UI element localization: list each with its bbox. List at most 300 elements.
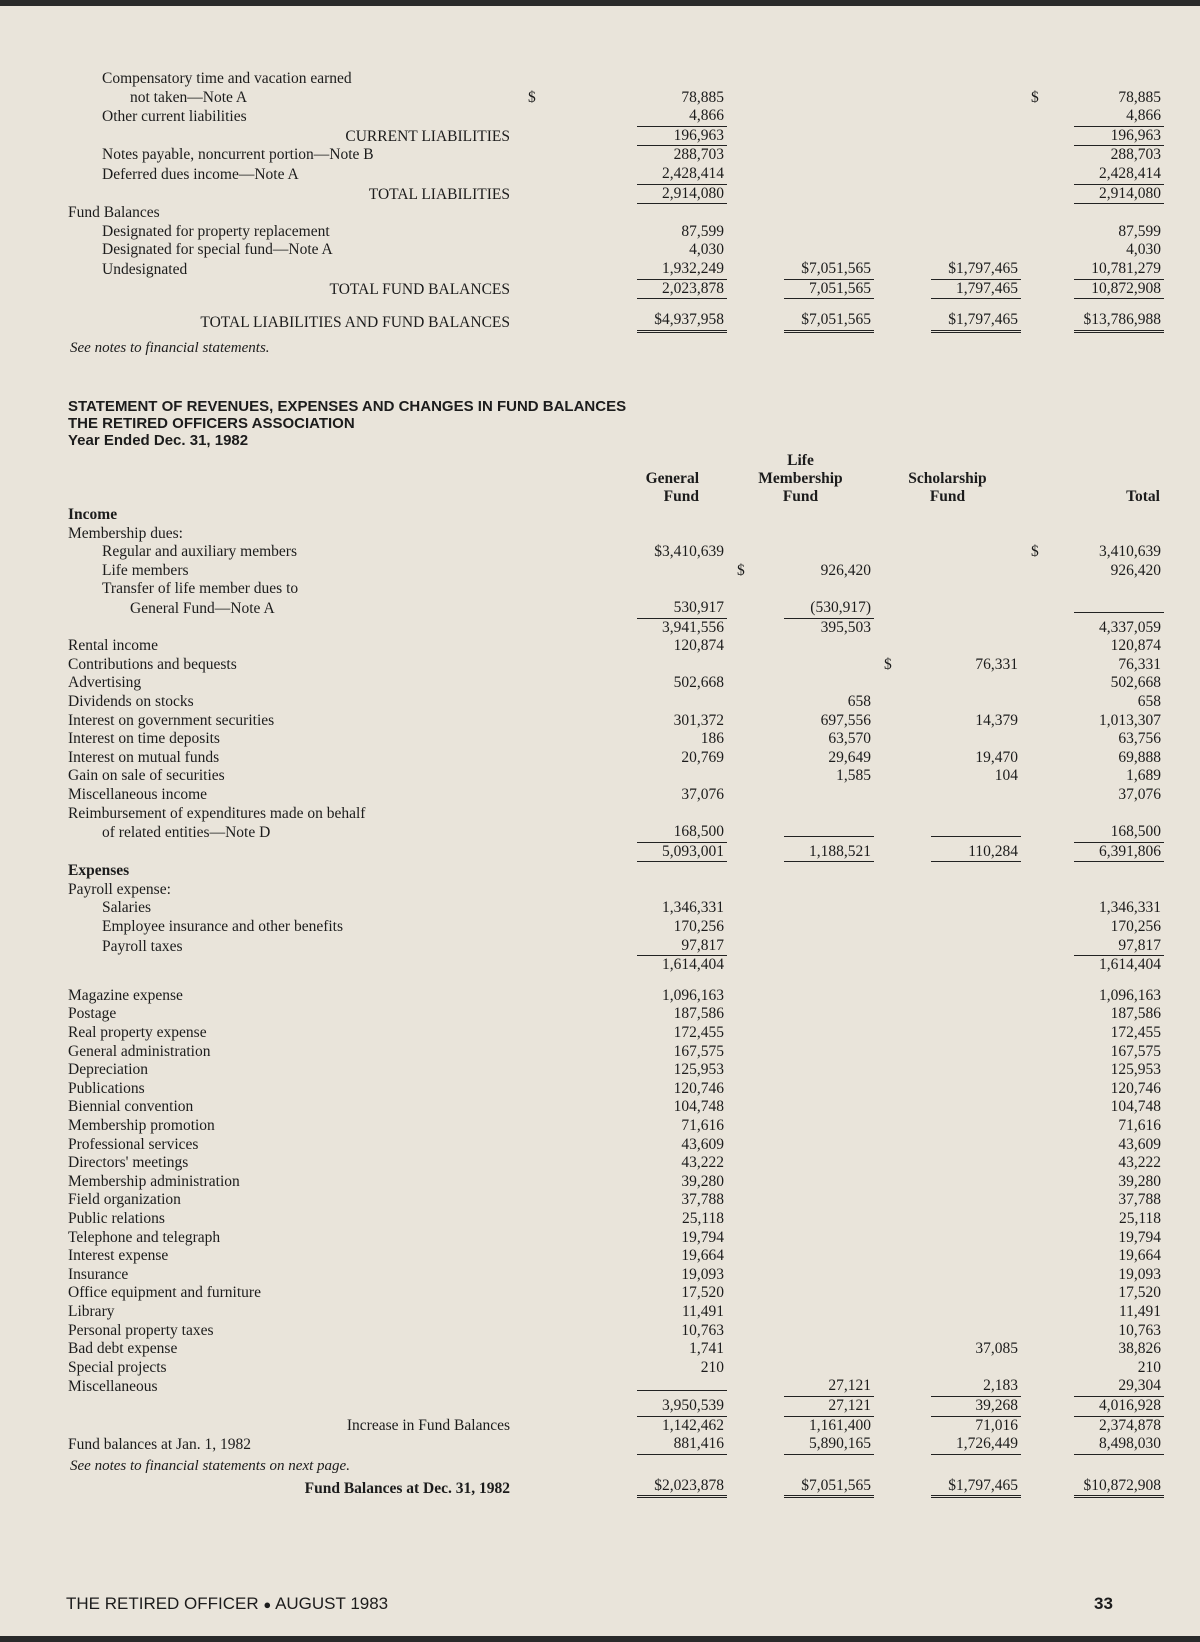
cell-value: $3,410,639 — [654, 543, 724, 561]
cell-scholarship-fund — [874, 805, 1021, 824]
spacer-row — [68, 299, 1164, 311]
cell-value: 71,016 — [975, 1416, 1018, 1434]
cell-life-membership-fund — [727, 280, 874, 300]
cell-value: 1,013,307 — [1099, 711, 1161, 729]
cell-general-fund — [518, 241, 727, 260]
cell-value: 63,570 — [828, 730, 871, 748]
table-row — [68, 185, 1164, 205]
cell-value: 1,614,404 — [1099, 956, 1161, 974]
cell-life-membership-fund — [727, 899, 874, 918]
cell-general-fund — [518, 712, 727, 731]
cell-scholarship-fund — [874, 1005, 1021, 1024]
cell-value: 170,256 — [1110, 918, 1161, 936]
cell-total — [1021, 937, 1164, 957]
cell-scholarship-fund — [874, 1210, 1021, 1229]
cell-general-fund — [518, 1117, 727, 1136]
cell-value: 43,222 — [681, 1154, 724, 1172]
cell-life-membership-fund — [727, 1080, 874, 1099]
cell-scholarship-fund — [874, 1061, 1021, 1080]
row-label: Payroll expense: — [68, 880, 171, 898]
cell-life-membership-fund — [727, 260, 874, 280]
cell-general-fund — [518, 1266, 727, 1285]
cell-life-membership-fund — [727, 1266, 874, 1285]
cell-value: 6,391,806 — [1074, 843, 1164, 863]
table-row — [68, 1266, 1164, 1285]
cell-total — [1021, 1247, 1164, 1266]
cell-general-fund — [518, 580, 727, 599]
cell-general-fund — [518, 127, 727, 147]
cell-scholarship-fund — [874, 1340, 1021, 1359]
cell-general-fund — [518, 1080, 727, 1099]
row-label: Depreciation — [68, 1061, 149, 1079]
cell-total — [1021, 1359, 1164, 1378]
row-label: Telephone and telegraph — [68, 1228, 221, 1246]
row-label: Transfer of life member dues to — [102, 580, 299, 598]
table-row — [68, 223, 1164, 242]
cell-total — [1021, 506, 1164, 525]
cell-value: $7,051,565 — [784, 1477, 874, 1499]
table-row — [68, 674, 1164, 693]
section-heading-row — [68, 862, 1164, 881]
cell-life-membership-fund — [727, 1247, 874, 1266]
row-label: Postage — [68, 1005, 117, 1023]
cell-value: 1,346,331 — [662, 899, 724, 917]
row-label: Regular and auxiliary members — [102, 543, 297, 561]
table-row — [68, 767, 1164, 786]
cell-value: 658 — [1137, 692, 1161, 710]
cell-general-fund — [518, 1005, 727, 1024]
cell-total — [1021, 223, 1164, 242]
row-label: Fund Balances — [68, 204, 160, 222]
cell-total — [1021, 637, 1164, 656]
table-row — [68, 956, 1164, 975]
cell-value: 4,337,059 — [1099, 618, 1161, 636]
row-label — [68, 956, 518, 975]
cell-scholarship-fund — [874, 1136, 1021, 1155]
cell-general-fund — [518, 693, 727, 712]
cell-total — [1021, 311, 1164, 333]
cell-value: $7,051,565 — [784, 311, 874, 333]
table-row — [68, 1247, 1164, 1266]
cell-total — [1021, 165, 1164, 185]
cell-value: 69,888 — [1118, 748, 1161, 766]
cell-value: 120,874 — [1110, 637, 1161, 655]
row-label: Fund balances at Jan. 1, 1982 — [68, 1436, 251, 1454]
cell-general-fund — [518, 1417, 727, 1436]
row-label: Special projects — [68, 1358, 167, 1376]
cell-total — [1021, 1043, 1164, 1062]
cell-value: $4,937,958 — [637, 311, 727, 333]
cell-value: 7,051,565 — [784, 280, 874, 300]
table-row — [68, 1043, 1164, 1062]
cell-value: 167,575 — [1110, 1042, 1161, 1060]
cell-total — [1021, 185, 1164, 205]
table-row — [68, 656, 1164, 675]
cell-value: 78,885 — [681, 88, 724, 106]
cell-life-membership-fund — [727, 562, 874, 581]
cell-value: 172,455 — [1110, 1024, 1161, 1042]
row-label — [68, 843, 518, 863]
cell-value: 4,866 — [637, 107, 727, 127]
cell-scholarship-fund — [874, 241, 1021, 260]
balance-sheet-table — [68, 70, 1164, 333]
cell-total — [1021, 1303, 1164, 1322]
cell-life-membership-fund — [727, 580, 874, 599]
table-row — [68, 1417, 1164, 1436]
cell-scholarship-fund — [874, 1043, 1021, 1062]
cell-life-membership-fund — [727, 146, 874, 165]
cell-value: 19,664 — [1118, 1247, 1161, 1265]
row-label: Membership administration — [68, 1172, 240, 1190]
cell-value: 37,788 — [681, 1191, 724, 1209]
table-row — [68, 1098, 1164, 1117]
cell-value: 97,817 — [1074, 937, 1164, 957]
cell-value: 38,826 — [1118, 1340, 1161, 1358]
dollar-sign: $ — [737, 561, 745, 579]
cell-scholarship-fund — [874, 599, 1021, 619]
cell-general-fund — [518, 599, 727, 619]
cell-value: 19,470 — [975, 748, 1018, 766]
cell-general-fund — [518, 1173, 727, 1192]
column-header-general-fund: General Fund — [645, 470, 699, 505]
column-header-life-membership-fund: Life Membership Fund — [758, 452, 843, 505]
cell-value: 1,726,449 — [931, 1435, 1021, 1455]
cell-life-membership-fund — [727, 693, 874, 712]
cell-total — [1021, 146, 1164, 165]
cell-general-fund — [518, 1435, 727, 1455]
cell-value: 8,498,030 — [1074, 1435, 1164, 1455]
cell-general-fund — [518, 260, 727, 280]
table-row — [68, 899, 1164, 918]
cell-value: $1,797,465 — [931, 311, 1021, 333]
row-label: General administration — [68, 1042, 211, 1060]
cell-life-membership-fund — [727, 1210, 874, 1229]
row-label — [68, 619, 518, 638]
row-label: Designated for special fund—Note A — [102, 241, 333, 259]
cell-value: 926,420 — [820, 561, 871, 579]
row-label: TOTAL LIABILITIES — [368, 185, 510, 203]
table-row — [68, 1229, 1164, 1248]
row-label: Contributions and bequests — [68, 655, 237, 673]
cell-value: 4,866 — [1074, 107, 1164, 127]
cell-total — [1021, 1173, 1164, 1192]
cell-value: 19,093 — [681, 1265, 724, 1283]
table-row — [68, 204, 1164, 223]
cell-total — [1021, 656, 1164, 675]
cell-value: 110,284 — [931, 843, 1021, 863]
row-label: Notes payable, noncurrent portion—Note B — [102, 146, 374, 164]
cell-general-fund — [518, 89, 727, 108]
table-row — [68, 70, 1164, 89]
cell-total — [1021, 241, 1164, 260]
cell-scholarship-fund — [874, 1247, 1021, 1266]
cell-general-fund — [518, 146, 727, 165]
cell-scholarship-fund — [874, 862, 1021, 881]
cell-general-fund — [518, 767, 727, 786]
cell-life-membership-fund — [727, 311, 874, 333]
cell-value: 1,797,465 — [931, 280, 1021, 300]
cell-value: 10,872,908 — [1074, 280, 1164, 300]
table-row — [68, 89, 1164, 108]
row-label: Salaries — [102, 899, 152, 917]
row-label: Other current liabilities — [102, 108, 247, 126]
cell-total — [1021, 260, 1164, 280]
table-row — [68, 1136, 1164, 1155]
cell-general-fund — [518, 786, 727, 805]
cell-value: 186 — [700, 730, 724, 748]
cell-value: 10,781,279 — [1074, 260, 1164, 280]
row-label: Biennial convention — [68, 1098, 194, 1116]
dollar-sign: $ — [1031, 88, 1039, 106]
cell-value: 71,616 — [681, 1117, 724, 1134]
cell-general-fund — [518, 862, 727, 881]
cell-value: 104 — [994, 767, 1018, 785]
cell-general-fund — [518, 70, 727, 89]
bullet-icon: ● — [263, 1597, 272, 1612]
cell-value: 19,093 — [1118, 1265, 1161, 1283]
row-label: Deferred dues income—Note A — [102, 165, 299, 183]
statement-title: STATEMENT OF REVENUES, EXPENSES AND CHANGES IN FUND BALANCES — [68, 398, 627, 415]
cell-value: 187,586 — [673, 1005, 724, 1023]
cell-value: 5,890,165 — [784, 1435, 874, 1455]
cell-total — [1021, 1136, 1164, 1155]
cell-life-membership-fund — [727, 823, 874, 843]
publication-name: THE RETIRED OFFICER — [66, 1594, 259, 1613]
row-label: Gain on sale of securities — [68, 767, 225, 785]
cell-value — [931, 836, 1021, 837]
table-row — [68, 937, 1164, 957]
dollar-sign: $ — [884, 655, 892, 673]
cell-scholarship-fund — [874, 619, 1021, 638]
spacer-cell — [68, 299, 1164, 311]
row-label: Membership dues: — [68, 524, 183, 542]
cell-value: 11,491 — [681, 1302, 724, 1320]
cell-general-fund — [518, 1136, 727, 1155]
cell-general-fund — [518, 637, 727, 656]
row-label: Real property expense — [68, 1024, 207, 1042]
cell-scholarship-fund — [874, 881, 1021, 900]
cell-general-fund — [518, 805, 727, 824]
cell-value: 1,689 — [1126, 767, 1161, 785]
cell-total — [1021, 562, 1164, 581]
row-label: Directors' meetings — [68, 1154, 189, 1172]
table-row — [68, 730, 1164, 749]
cell-scholarship-fund — [874, 1322, 1021, 1341]
table-row — [68, 1173, 1164, 1192]
table-row — [68, 1284, 1164, 1303]
cell-life-membership-fund — [727, 1377, 874, 1397]
cell-life-membership-fund — [727, 862, 874, 881]
cell-scholarship-fund — [874, 1173, 1021, 1192]
cell-value: 502,668 — [1110, 674, 1161, 692]
cell-scholarship-fund — [874, 693, 1021, 712]
cell-total — [1021, 1080, 1164, 1099]
cell-value: 76,331 — [975, 655, 1018, 673]
cell-general-fund — [518, 1210, 727, 1229]
cell-life-membership-fund — [727, 525, 874, 544]
cell-value: 1,932,249 — [637, 260, 727, 280]
cell-value: 210 — [1137, 1358, 1161, 1376]
row-label: Insurance — [68, 1265, 129, 1283]
row-label: Interest expense — [68, 1247, 169, 1265]
cell-value — [1074, 612, 1164, 613]
cell-total — [1021, 204, 1164, 223]
cell-value: 29,304 — [1074, 1377, 1164, 1397]
cell-total — [1021, 862, 1164, 881]
cell-total — [1021, 956, 1164, 975]
cell-life-membership-fund — [727, 506, 874, 525]
cell-general-fund — [518, 987, 727, 1006]
cell-total — [1021, 1117, 1164, 1136]
cell-scholarship-fund — [874, 1080, 1021, 1099]
cell-value: 170,256 — [673, 918, 724, 936]
cell-scholarship-fund — [874, 1154, 1021, 1173]
cell-scholarship-fund — [874, 1435, 1021, 1455]
cell-life-membership-fund — [727, 1136, 874, 1155]
cell-total — [1021, 1266, 1164, 1285]
table-row — [68, 823, 1164, 843]
cell-life-membership-fund — [727, 843, 874, 863]
cell-general-fund — [518, 937, 727, 957]
statement-heading — [68, 398, 626, 449]
cell-life-membership-fund — [727, 1303, 874, 1322]
cell-scholarship-fund — [874, 1266, 1021, 1285]
table-row — [68, 843, 1164, 863]
cell-value: 120,746 — [673, 1079, 724, 1097]
cell-scholarship-fund — [874, 223, 1021, 242]
row-label: Payroll taxes — [102, 937, 183, 955]
cell-value: $10,872,908 — [1074, 1477, 1164, 1499]
cell-value: 1,585 — [836, 767, 871, 785]
cell-scholarship-fund — [874, 1117, 1021, 1136]
cell-life-membership-fund — [727, 1284, 874, 1303]
cell-life-membership-fund — [727, 223, 874, 242]
cell-value: 1,142,462 — [662, 1416, 724, 1434]
cell-life-membership-fund — [727, 127, 874, 147]
cell-total — [1021, 580, 1164, 599]
cell-life-membership-fund — [727, 881, 874, 900]
table-row — [68, 918, 1164, 937]
cell-scholarship-fund — [874, 1098, 1021, 1117]
cell-value: 2,914,080 — [1074, 185, 1164, 205]
cell-total — [1021, 881, 1164, 900]
table-row — [68, 1024, 1164, 1043]
column-header-total: Total — [1126, 488, 1160, 505]
cell-value: 288,703 — [1110, 146, 1161, 164]
row-label: of related entities—Note D — [102, 824, 271, 842]
cell-total — [1021, 987, 1164, 1006]
cell-total — [1021, 767, 1164, 786]
cell-total — [1021, 127, 1164, 147]
cell-total — [1021, 1005, 1164, 1024]
cell-scholarship-fund — [874, 506, 1021, 525]
row-label: CURRENT LIABILITIES — [345, 127, 510, 145]
cell-general-fund — [518, 280, 727, 300]
cell-total — [1021, 1210, 1164, 1229]
row-label: Advertising — [68, 674, 142, 692]
row-label: Increase in Fund Balances — [346, 1416, 510, 1434]
cell-life-membership-fund — [727, 1191, 874, 1210]
cell-general-fund — [518, 1377, 727, 1397]
cell-value: 43,222 — [1118, 1154, 1161, 1172]
cell-life-membership-fund — [727, 730, 874, 749]
organization-name: THE RETIRED OFFICERS ASSOCIATION — [68, 415, 355, 432]
cell-general-fund — [518, 1154, 727, 1173]
cell-general-fund — [518, 223, 727, 242]
cell-general-fund — [518, 674, 727, 693]
cell-scholarship-fund — [874, 823, 1021, 843]
statement-period: Year Ended Dec. 31, 1982 — [68, 432, 249, 449]
cell-value: 2,914,080 — [637, 185, 727, 205]
cell-scholarship-fund — [874, 1377, 1021, 1397]
cell-scholarship-fund — [874, 580, 1021, 599]
cell-life-membership-fund — [727, 749, 874, 768]
row-label: Bad debt expense — [68, 1340, 178, 1358]
cell-value: 168,500 — [1074, 823, 1164, 843]
cell-total — [1021, 730, 1164, 749]
cell-value: 37,788 — [1118, 1191, 1161, 1209]
cell-scholarship-fund — [874, 1024, 1021, 1043]
cell-general-fund — [518, 1024, 727, 1043]
cell-total — [1021, 1154, 1164, 1173]
row-label: Personal property taxes — [68, 1321, 214, 1339]
cell-scholarship-fund — [874, 165, 1021, 185]
cell-scholarship-fund — [874, 843, 1021, 863]
cell-value: 210 — [700, 1358, 724, 1376]
table-row — [68, 1477, 1164, 1499]
table-row — [68, 260, 1164, 280]
table-row — [68, 107, 1164, 127]
cell-value: 37,076 — [681, 785, 724, 803]
row-label: Miscellaneous — [68, 1378, 158, 1396]
row-label: Interest on government securities — [68, 711, 275, 729]
cell-life-membership-fund — [727, 712, 874, 731]
cell-value: 120,746 — [1110, 1079, 1161, 1097]
row-label: TOTAL LIABILITIES AND FUND BALANCES — [200, 314, 510, 332]
table-row — [68, 881, 1164, 900]
row-label: Employee insurance and other benefits — [102, 918, 344, 936]
cell-value: 104,748 — [673, 1098, 724, 1116]
cell-value: 502,668 — [673, 674, 724, 692]
cell-scholarship-fund — [874, 562, 1021, 581]
cell-life-membership-fund — [727, 956, 874, 975]
cell-scholarship-fund — [874, 525, 1021, 544]
cell-value — [784, 836, 874, 837]
cell-value: (530,917) — [784, 599, 874, 619]
table-row — [68, 241, 1164, 260]
cell-life-membership-fund — [727, 599, 874, 619]
cell-total — [1021, 599, 1164, 619]
cell-general-fund — [518, 525, 727, 544]
cell-scholarship-fund — [874, 311, 1021, 333]
row-label: Rental income — [68, 637, 158, 655]
cell-life-membership-fund — [727, 204, 874, 223]
row-label — [68, 1397, 518, 1417]
cell-total — [1021, 1229, 1164, 1248]
cell-value: $2,023,878 — [637, 1477, 727, 1499]
cell-value — [637, 1390, 727, 1391]
cell-value: 5,093,001 — [637, 843, 727, 863]
table-row — [68, 543, 1164, 562]
cell-scholarship-fund — [874, 260, 1021, 280]
section-heading-row — [68, 506, 1164, 525]
cell-value: 168,500 — [637, 823, 727, 843]
cell-life-membership-fund — [727, 1397, 874, 1417]
cell-scholarship-fund — [874, 1229, 1021, 1248]
cell-value: 4,030 — [1126, 241, 1161, 259]
cell-scholarship-fund — [874, 987, 1021, 1006]
row-label: Interest on mutual funds — [68, 748, 220, 766]
